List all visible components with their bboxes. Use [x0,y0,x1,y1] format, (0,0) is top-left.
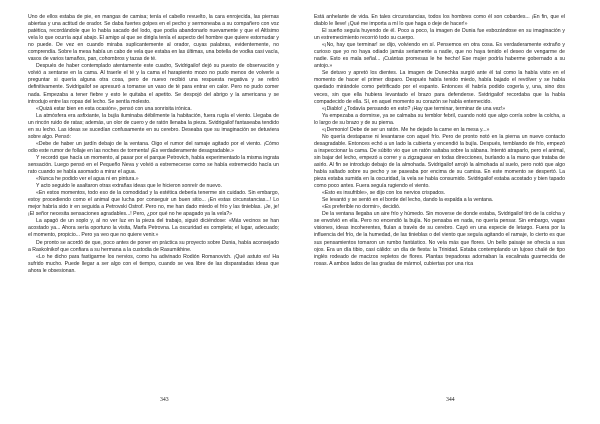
paragraph: Y acto seguido le asaltaron otras extrañas ideas que le hicieron sonreír de nuevo. [36,183,222,190]
paragraph: El sueño seguía huyendo de él. Poco a poco, la imagen de Dunia fue esbozándose en su imaginación y un estremecimiento recorrió todo su cuerpo. [314,28,565,42]
paragraph: Ya empezaba a dormirse, ya se calmaba su temblor febril, cuando notó que algo corría sobre la colcha, a lo largo de su brazo y de su pierna. [314,112,565,126]
paragraph: «¡Demonio! Debe de ser un ratón. Me he dejado la carne en la mesa y...» [322,126,490,133]
paragraph: Se detuvo y apretó los dientes. La imagen de Dunechka surgió ante él tal como la había visto en el momento de hacer el primer disparo. Después había tenido miedo, había bajado el revólver y se había quedado mirándole como petrificado por el espanto. Entonces él habría podido cogerla y, una, sino dos veces, sin que ella hubiera levantado el brazo para defenderse. Svidrigailof recordaba que la había compadecido de ella. Sí, en aquel momento su corazón se había enternecido. [314,70,565,105]
paragraph: «Nunca he podido ver el agua ni en pintura.» [36,176,139,183]
paragraph: «Lo he dicho para fastigarme los nervios, como ha adivinado Rodión Romanovich. ¡Qué astuto es! Ha sufrido mucho. Puede llegar a ser algo con el tiempo, cuando se vea libre de las disparatadas ideas que ahora le obsesionan. [28,253,279,274]
paragraph: «Es preferible no dormir», decidió. [322,204,401,211]
paragraph: De pronto se acordó de que, poco antes de poner en práctica su proyecto sobre Dunia, había aconsejado a Raskolnikof que confiara a su hermana a la custodia de Rasumikhine. [28,239,279,253]
paragraph: La atmósfera era asfixiante, la bujía iluminaba débilmente la habitación, fuera rugía el viento. Llegaba de un rincón ruido de ratas; además, un olor de cuero y de ratón llenaba la pieza. Svidrigailof fantaseaba tendido en su lecho. Las ideas se sucedían confusamente en su cerebro. Deseaba que su imaginación se detuviera sobre algo. Pensó: [28,112,279,140]
paragraph: Está anhelante de vida. En tales circunstancias, todos los hombres como él son cobardes... ¡En fin, que el diablo le lleve! ¡Qué me importa a mí lo que haga o deje de hacer!» [314,14,565,28]
paragraph: «Debe de haber un jardín debajo de la ventana. Oigo el rumor del ramaje agitado por el viento. ¡Cómo odio este rumor de follaje en las noches de tormenta! ¡Es verdaderamente desagradable.» [28,140,279,154]
paragraph: De la ventana llegaba un aire frío y húmedo. Sin moverse de donde estaba, Svidrigailof tiró de la colcha y se envolvió en ella. Pero no encendió la bujía. No pensaba en nada, no quería pensar. Sin embargo, vagas visiones, ideas incoherentes, fluían a través de su cerebro. Cayó en una especie de letargo. Fuera por la influencia del frío, de la humedad, de las tinieblas o del viento que seguía agitando el ramaje, lo cierto es que sus pensamientos tomaron un rumbo fantástico. No veía más que flores. Un bello paisaje se ofrecía a sus ojos. Era un día tibio, casi cálido: un día de fiesta: la Trinidad. Estaba contemplando un lujoso chalé de tipo inglés rodeado de macizos repletos de flores. Plantas trepadoras adornaban la escalinata guarnecida de rosas. A ambos lados de las gradas de mármol, cubiertas por una rica [314,211,565,267]
page-number-right: 344 [446,397,455,403]
paragraph: «¡No, hay que terminar! se dijo, volviendo en sí. Pensemos en otra cosa. Es verdaderamente extraño y curioso que yo no haya odiado jamás seriamente a nadie, que no haya tenido el deseo de vengarme de nadie. Esto es mala señal... ¡Cuántas promesas le he hecho! Ese mujer podría haberme gobernado a su antojo.» [314,42,565,70]
right-page [314,14,565,406]
paragraph: «En estos momentos, todo eso de la comodidad y la estética debería tenerme sin cuidado. Sin embargo, estoy procediendo como el animal que lucha por conseguir un buen sitio... ¡En estas circunstancias...! Lo mejor habría sido ir en seguida a Petrovski Ostrof. Pero no, me han dado miedo el frío y las tinieblas. ¡Je, je! ¡El señor necesita sensaciones agradables...! Pero, ¿por qué no he apagado ya la vela?» [28,190,279,218]
paragraph: La apagó de un soplo y, al no ver luz en la pieza del trabajo, siguió diciéndose: «Más vecinos se han acostado ya... Ahora sería oportuno la visita, Marfa Petrovna. La oscuridad es completa; el lugar, adecuado; el momento, propicio... Pero ya veo que no quiere venir.» [28,218,279,239]
left-page [28,14,279,406]
paragraph: Después de haber contemplado atentamente este cuadro, Svidrigailof dejó su puesto de observación y volvió a sentarse en la cama. Al traerle el té y la cama el harapiento mozo no pudo menos de volverle a preguntar si quería alguna otra cosa, pero de nuevo recibió una respuesta negativa y se retiró definitivamente. Svidrigailof se apresuró a tomarse un vaso de té para entrar en calor. Pero no pudo comer nada. Empezaba a tener fiebre y esto le quitaba el apetito. Se despojó del abrigo y la americana y se introdujo entre las ropas del lecho. Se sentía molesto. [28,63,279,105]
paragraph: Y recordó que hacía un momento, al pasar por el parque Petrovich, había experimentado la misma ingrata sensación. Luego pensó en el Pequeño Neva y volvió a estremecerse como se había estremecido hacía un rato cuando se había asomado a mirar el agua. [28,154,279,176]
paragraph: Uno de ellos estaba de pie, en mangas de camisa; tenía el cabello revuelto, la cara enrojecida, las piernas abiertas y una actitud de orador. Se daba fuertes golpes en el pecho y sermoneaba a su compañero con voz patética, recordándole que lo había sacado del lodo, que podía abandonarlo nuevamente y que el Altísimo veía lo que ocurría aquí abajo. El amigo al que se dirigía tenía el aspecto del hombre que quiere estornudar y no puede. De vez en cuando miraba suplicantemente al orador, cuyas palabras, evidentemente, no comprendía. Sobre la mesa había un cabo de vela que estaba en las últimas, una botella de vodka casi vacía, vasos de varios tamaños, pan, cohombros y tazas de té. [28,14,279,63]
page-number-left: 343 [160,397,169,403]
paragraph: «Esto es insufrible», se dijo con los nervios crispados. [322,190,446,197]
paragraph: «¡Diablo! ¿Todavía pensando en esto? ¡Hay que terminar, terminar de una vez!» [322,105,506,112]
paragraph: Se levantó y se sentó en el borde del lecho, dando la espalda a la ventana. [322,197,494,204]
paragraph: «Quizá estar bien en esta ocasión», pensó con una sonrisita irónica. [36,105,192,112]
paragraph: No quería destaparse ni levantarse con aquel frío. Pero de pronto notó en la pierna un nuevo contacto desagradable. Entonces echó a un lado la cubierta y encendió la bujía. Después, temblando de frío, empezó a inspeccionar la cama. De súbito vio que un ratón saltaba sobre la sábana. Intentó atraparlo, pero el animal, sin bajar del lecho, empezó a correr y a zigzaguear en todas direcciones, burlando a la mano que trataba de asirlo. Al fin se introdujo debajo de la almohada. Svidrigailof arrojó la almohada al suelo, pero notó que algo había saltado sobre su pecho y se paseaba por encima de su camisa. En este momento se despertó. La pieza estaba sumida en la oscuridad, la vela se había consumido. Svidrigailof estaba acostado y bien tapado como poco antes. Fuera seguía rugiendo el viento. [314,133,565,190]
